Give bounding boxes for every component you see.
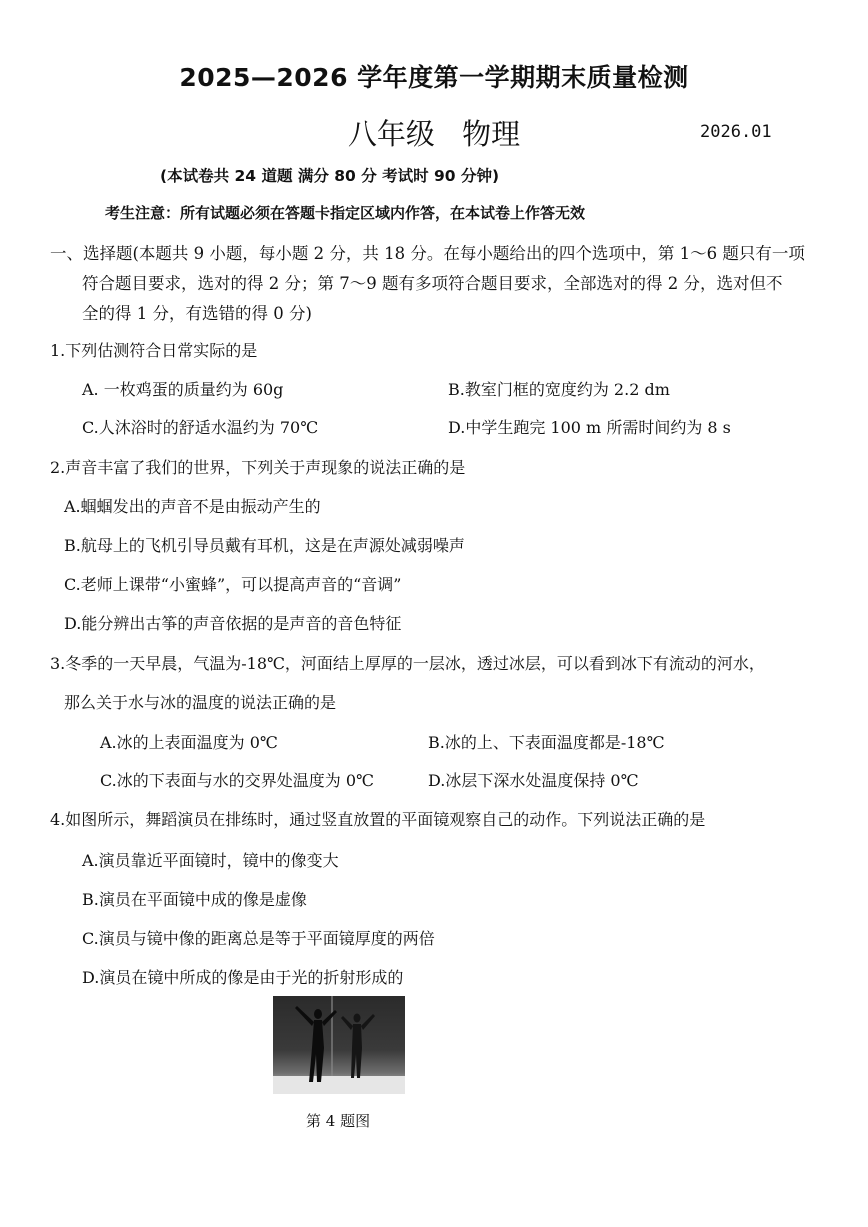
- question-1-option-d: D.中学生跑完 100 m 所需时间约为 8 s: [448, 418, 731, 437]
- question-2-option-d: D.能分辨出古筝的声音依据的是声音的音色特征: [64, 614, 402, 633]
- exam-title: 2025—2026 学年度第一学期期末质量检测: [179, 63, 689, 92]
- question-3-option-a: A.冰的上表面温度为 0℃: [100, 733, 278, 752]
- question-1-option-a: A. 一枚鸡蛋的质量约为 60g: [82, 380, 284, 399]
- section-instructions-line-1: 一、选择题(本题共 9 小题，每小题 2 分，共 18 分。在每小题给出的四个选项中，第 1～6 题只有一项: [50, 244, 805, 263]
- section-instructions-line-2: 符合题目要求，选对的得 2 分；第 7～9 题有多项符合题目要求，全部选对的得 2 分，选对但不: [82, 274, 783, 293]
- question-4-stem: 4.如图所示，舞蹈演员在排练时，通过竖直放置的平面镜观察自己的动作。下列说法正确的是: [50, 810, 706, 829]
- question-4-option-a: A.演员靠近平面镜时，镜中的像变大: [82, 851, 339, 870]
- dancer-mirror-photo: [273, 996, 405, 1094]
- question-3-option-b: B.冰的上、下表面温度都是-18℃: [428, 733, 665, 752]
- question-3-option-c: C.冰的下表面与水的交界处温度为 0℃: [100, 771, 374, 790]
- question-1-option-b: B.教室门框的宽度约为 2.2 dm: [448, 380, 670, 399]
- question-2-stem: 2.声音丰富了我们的世界，下列关于声现象的说法正确的是: [50, 458, 466, 477]
- exam-date: 2026.01: [700, 122, 772, 142]
- figure-caption: 第 4 题图: [306, 1112, 371, 1130]
- question-1-option-c: C.人沐浴时的舒适水温约为 70℃: [82, 418, 319, 437]
- question-3-option-d: D.冰层下深水处温度保持 0℃: [428, 771, 639, 790]
- question-2-option-c: C.老师上课带“小蜜蜂”，可以提高声音的“音调”: [64, 575, 402, 594]
- question-2-option-a: A.蝈蝈发出的声音不是由振动产生的: [64, 497, 321, 516]
- question-2-option-b: B.航母上的飞机引导员戴有耳机，这是在声源处减弱噪声: [64, 536, 465, 555]
- question-4-option-d: D.演员在镜中所成的像是由于光的折射形成的: [82, 968, 404, 987]
- question-3-stem-continued: 那么关于水与冰的温度的说法正确的是: [64, 693, 337, 712]
- question-1-stem: 1.下列估测符合日常实际的是: [50, 341, 258, 360]
- exam-subject: 八年级 物理: [347, 117, 521, 151]
- question-3-stem: 3.冬季的一天早晨，气温为-18℃，河面结上厚厚的一层冰，透过冰层，可以看到冰下有流动的河水，: [50, 654, 765, 673]
- question-4-option-c: C.演员与镜中像的距离总是等于平面镜厚度的两倍: [82, 929, 435, 948]
- exam-notice: 考生注意：所有试题必须在答题卡指定区域内作答，在本试卷上作答无效: [105, 204, 586, 222]
- dancer-silhouette-icon: [273, 996, 405, 1094]
- question-4-option-b: B.演员在平面镜中成的像是虚像: [82, 890, 307, 909]
- exam-info: (本试卷共 24 道题 满分 80 分 考试时 90 分钟): [160, 167, 500, 185]
- section-instructions-line-3: 全的得 1 分，有选错的得 0 分): [82, 304, 312, 323]
